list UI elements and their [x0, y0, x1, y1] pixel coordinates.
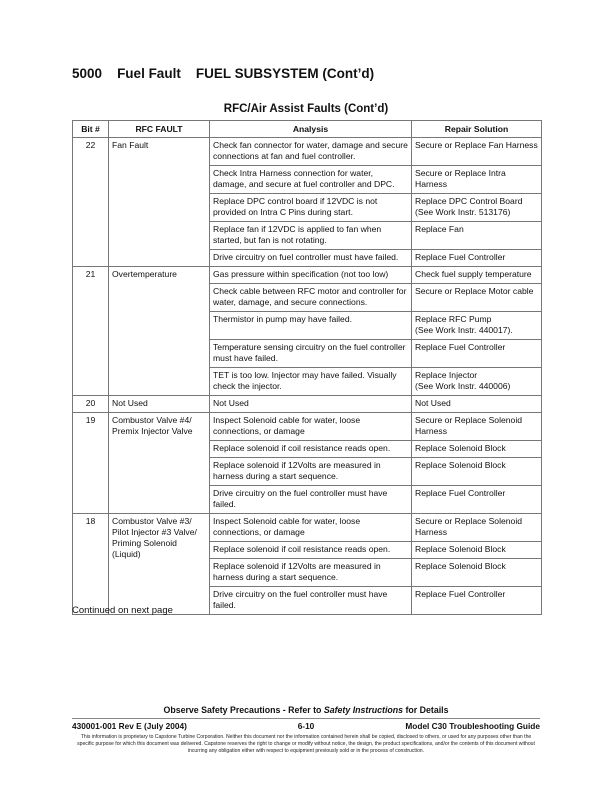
bit-number-cell: 20: [73, 396, 109, 413]
analysis-cell: Replace solenoid if 12Volts are measured in harness during a start sequence.: [210, 559, 412, 587]
repair-cell: Replace Solenoid Block: [412, 542, 542, 559]
repair-cell: Replace DPC Control Board (See Work Instr. 513176): [412, 194, 542, 222]
table-row: [73, 514, 542, 542]
fault-name-cell: Combustor Valve #4/ Premix Injector Valve: [109, 413, 210, 514]
legal-notice: This information is proprietary to Capstone Turbine Corporation. Neither this document nor the information contained herein shall be copied, disclosed to others, or used for any purposes other than the specific purpose for which this document was delivered. Capstone reserves the right to change or modify without notice, the design, the product specifications, and/or the contents of this document without incurring any obligation either with respect to equipment previously sold or in the process of construction.: [77, 734, 535, 754]
table-row: [73, 138, 542, 166]
repair-cell: Replace RFC Pump (See Work Instr. 440017).: [412, 312, 542, 340]
subsystem-name: FUEL SUBSYSTEM (Cont’d): [195, 66, 375, 81]
analysis-cell: Drive circuitry on the fuel controller must have failed.: [210, 587, 412, 615]
table-row: [73, 396, 542, 413]
repair-cell: Replace Fan: [412, 222, 542, 250]
section-name: Fuel Fault: [117, 66, 181, 81]
repair-cell: Secure or Replace Intra Harness: [412, 166, 542, 194]
repair-cell: Secure or Replace Fan Harness: [412, 138, 542, 166]
analysis-cell: TET is too low. Injector may have failed. Visually check the injector.: [210, 368, 412, 396]
fault-table: [72, 120, 542, 615]
safety-suffix: for Details: [403, 705, 449, 715]
table-row: [73, 413, 542, 441]
analysis-cell: Check Intra Harness connection for water, damage, and secure at fuel controller and DPC.: [210, 166, 412, 194]
analysis-cell: Inspect Solenoid cable for water, loose connections, or damage: [210, 514, 412, 542]
repair-cell: Replace Solenoid Block: [412, 559, 542, 587]
analysis-cell: Replace solenoid if 12Volts are measured in harness during a start sequence.: [210, 458, 412, 486]
fault-name-cell: Fan Fault: [109, 138, 210, 267]
analysis-cell: Temperature sensing circuitry on the fuel controller must have failed.: [210, 340, 412, 368]
column-header-analysis: Analysis: [210, 121, 412, 138]
section-title: [72, 66, 374, 81]
footer-divider: [72, 718, 540, 719]
analysis-cell: Gas pressure within specification (not too low): [210, 267, 412, 284]
bit-number-cell: 18: [73, 514, 109, 615]
analysis-cell: Drive circuitry on fuel controller must have failed.: [210, 250, 412, 267]
repair-cell: Secure or Replace Motor cable: [412, 284, 542, 312]
safety-prefix: Observe Safety Precautions - Refer to: [163, 705, 324, 715]
analysis-cell: Check fan connector for water, damage and secure connections at fan and fuel controller.: [210, 138, 412, 166]
table-header-row: [73, 121, 542, 138]
repair-cell: Check fuel supply temperature: [412, 267, 542, 284]
analysis-cell: Replace solenoid if coil resistance reads open.: [210, 542, 412, 559]
repair-cell: Replace Solenoid Block: [412, 458, 542, 486]
safety-notice: [72, 705, 540, 715]
bit-number-cell: 19: [73, 413, 109, 514]
column-header-bit: Bit #: [73, 121, 109, 138]
repair-cell: Replace Fuel Controller: [412, 340, 542, 368]
analysis-cell: Replace solenoid if coil resistance reads open.: [210, 441, 412, 458]
bit-number-cell: 21: [73, 267, 109, 396]
column-header-fault: RFC FAULT: [109, 121, 210, 138]
table-title: RFC/Air Assist Faults (Cont’d): [223, 103, 389, 115]
safety-instructions-ref: Safety Instructions: [323, 705, 404, 715]
bit-number-cell: 22: [73, 138, 109, 267]
repair-cell: Replace Fuel Controller: [412, 587, 542, 615]
analysis-cell: Inspect Solenoid cable for water, loose connections, or damage: [210, 413, 412, 441]
repair-cell: Replace Fuel Controller: [412, 250, 542, 267]
fault-table-body: [73, 138, 542, 615]
fault-name-cell: Combustor Valve #3/ Pilot Injector #3 Valve/ Priming Solenoid (Liquid): [109, 514, 210, 615]
guide-title: Model C30 Troubleshooting Guide: [405, 721, 540, 731]
section-number: 5000: [72, 66, 103, 81]
repair-cell: Replace Injector (See Work Instr. 440006): [412, 368, 542, 396]
page-number: 6-10: [297, 721, 315, 731]
analysis-cell: Replace fan if 12VDC is applied to fan when started, but fan is not rotating.: [210, 222, 412, 250]
analysis-cell: Not Used: [210, 396, 412, 413]
doc-number: 430001-001 Rev E (July 2004): [72, 721, 187, 731]
table-row: [73, 267, 542, 284]
analysis-cell: Thermistor in pump may have failed.: [210, 312, 412, 340]
repair-cell: Replace Fuel Controller: [412, 486, 542, 514]
fault-name-cell: Overtemperature: [109, 267, 210, 396]
repair-cell: Secure or Replace Solenoid Harness: [412, 514, 542, 542]
fault-name-cell: Not Used: [109, 396, 210, 413]
repair-cell: Replace Solenoid Block: [412, 441, 542, 458]
analysis-cell: Check cable between RFC motor and controller for water, damage, and secure connections.: [210, 284, 412, 312]
analysis-cell: Drive circuitry on the fuel controller must have failed.: [210, 486, 412, 514]
analysis-cell: Replace DPC control board if 12VDC is not provided on Intra C Pins during start.: [210, 194, 412, 222]
continued-note: Continued on next page: [72, 605, 173, 616]
repair-cell: Not Used: [412, 396, 542, 413]
repair-cell: Secure or Replace Solenoid Harness: [412, 413, 542, 441]
column-header-repair: Repair Solution: [412, 121, 542, 138]
